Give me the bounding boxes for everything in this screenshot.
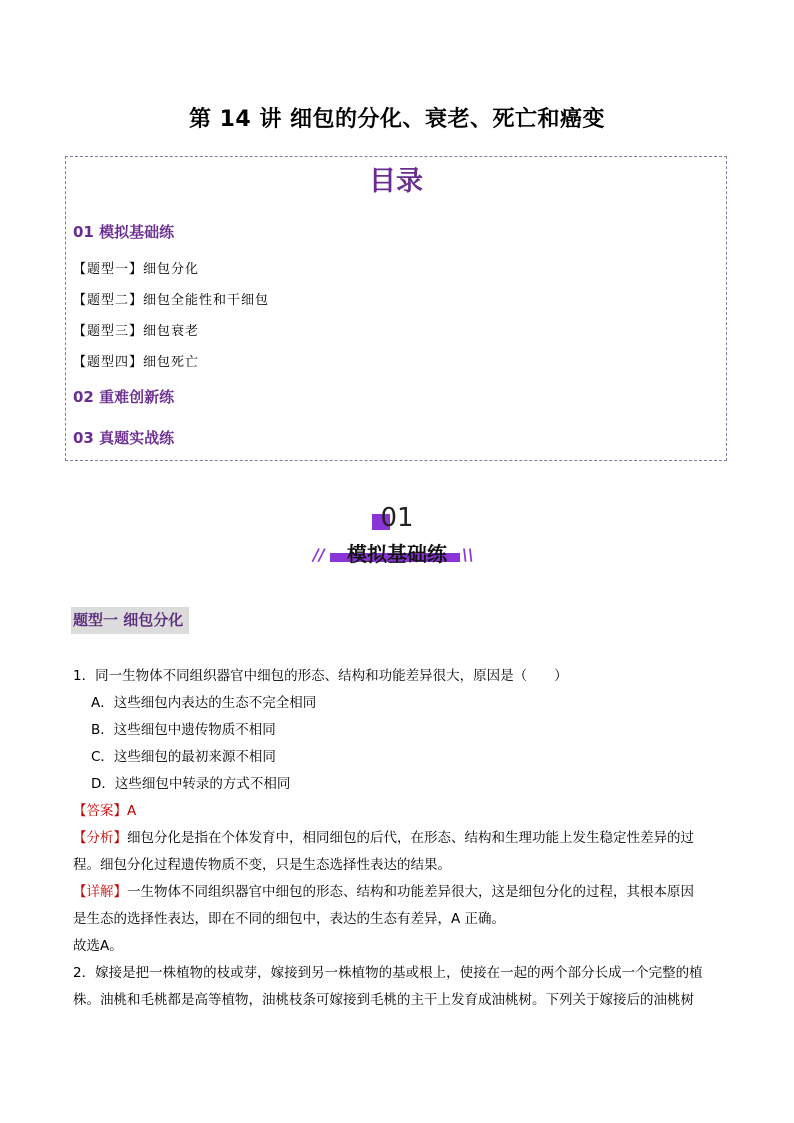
option-d: D．这些细包中转录的方式不相同 (91, 776, 291, 792)
question-2-line-1: 2．嫁接是把一株植物的枝或芽，嫁接到另一株植物的基或根上，使接在一起的两个部分长成一个完整的植 (73, 965, 703, 981)
option-c: C．这些细包的最初来源不相同 (91, 749, 276, 765)
detail-text-1: 一生物体不同组织器官中细包的形态、结构和功能差异很大，这是细包分化的过程，其根本原因 (127, 884, 694, 900)
toc-subtype-4[interactable]: 【题型四】细包死亡 (73, 355, 200, 370)
analysis-line-1 (73, 826, 694, 846)
answer-tag: 【答案】 (73, 803, 127, 819)
detail-line-2: 是生态的选择性表达，即在不同的细包中，表达的生态有差异，A 正确。 (73, 911, 506, 927)
toc-heading: 目录 (369, 166, 423, 197)
slash-decoration-right: \\ (462, 545, 474, 564)
section-number: 01 (380, 503, 414, 533)
conclusion-line: 故选A。 (73, 938, 123, 954)
slash-decoration-left: // (313, 545, 325, 564)
toc-subtype-2[interactable]: 【题型二】细包全能性和干细包 (73, 293, 270, 308)
section-title: 模拟基础练 (347, 542, 447, 566)
toc-subtype-1[interactable]: 【题型一】细包分化 (73, 262, 200, 277)
toc-section-1[interactable]: 01 模拟基础练 (73, 223, 175, 241)
analysis-text-1: 细包分化是指在个体发育中，相同细包的后代，在形态、结构和生理功能上发生稳定性差异的过 (127, 830, 694, 846)
option-b: B．这些细包中遗传物质不相同 (91, 722, 276, 738)
toc-subtype-3[interactable]: 【题型三】细包衰老 (73, 324, 200, 339)
analysis-line-2: 程。细包分化过程遗传物质不变，只是生态选择性表达的结果。 (73, 857, 451, 873)
toc-section-3[interactable]: 03 真题实战练 (73, 429, 175, 447)
question-type-label: 题型一 细包分化 (71, 607, 189, 634)
answer-line (73, 799, 136, 819)
option-a: A．这些细包内表达的生态不完全相同 (91, 695, 317, 711)
question-2-line-2: 株。油桃和毛桃都是高等植物，油桃枝条可嫁接到毛桃的主干上发育成油桃树。下列关于嫁接后的油桃树 (73, 992, 694, 1008)
answer-value: A (127, 803, 137, 819)
detail-tag: 【详解】 (73, 884, 127, 900)
toc-section-2[interactable]: 02 重难创新练 (73, 388, 175, 406)
table-of-contents (65, 156, 727, 461)
question-1-stem: 1．同一生物体不同组织器官中细包的形态、结构和功能差异很大，原因是（ ） (73, 668, 568, 684)
page-title: 第 14 讲 细包的分化、衰老、死亡和癌变 (188, 107, 606, 132)
analysis-tag: 【分析】 (73, 830, 127, 846)
detail-line-1 (73, 880, 694, 900)
